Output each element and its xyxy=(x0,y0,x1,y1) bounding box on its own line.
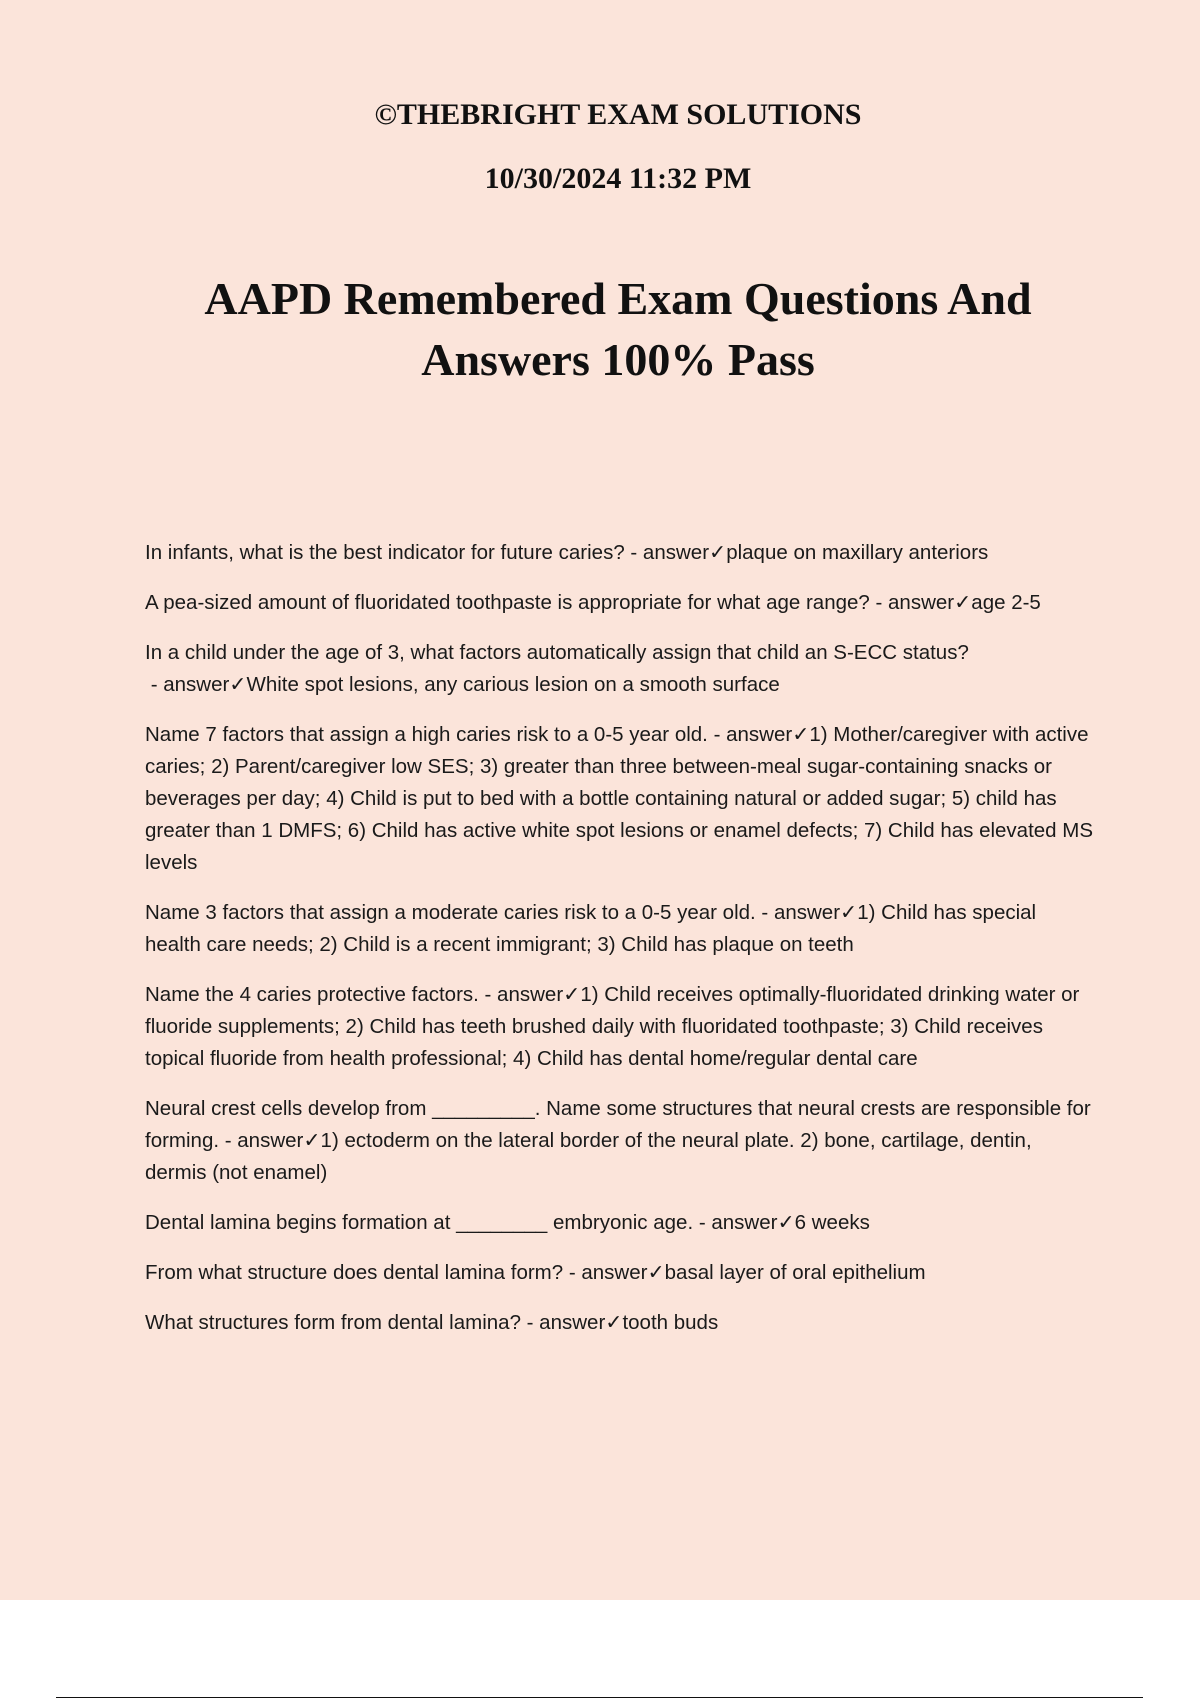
document-title: AAPD Remembered Exam Questions And Answers 100% Pass xyxy=(204,273,1032,385)
answer-text: tooth buds xyxy=(622,1311,719,1334)
qa-item xyxy=(145,1207,1095,1239)
qa-item xyxy=(145,979,1095,1075)
question-text: A pea-sized amount of fluoridated toothpaste is appropriate for what age range? xyxy=(145,591,870,614)
answer-text: 1) Mother/caregiver with active caries; 2) Parent/caregiver low SES; 3) greater than three between-meal sugar-containing snacks or beverages per day; 4) Child is put to bed with a bottle containing natural or added sugar; 5) child has greater than 1 DMFS; 6) Child has active white spot lesions or enamel defects; 7) Child has elevated MS levels xyxy=(145,723,1094,874)
question-text: Dental lamina begins formation at ________ embryonic age. xyxy=(145,1211,694,1234)
answer-marker: - answer✓ xyxy=(693,1211,795,1234)
qa-item xyxy=(145,637,1095,701)
qa-item xyxy=(145,1307,1095,1339)
footer-divider xyxy=(56,1697,1143,1698)
question-text: In a child under the age of 3, what factors automatically assign that child an S-ECC status? xyxy=(145,641,969,664)
answer-text: plaque on maxillary anteriors xyxy=(726,541,989,564)
document-timestamp: 10/30/2024 11:32 PM xyxy=(484,162,752,195)
answer-marker: - answer✓ xyxy=(869,591,972,614)
answer-marker: - answer✓ xyxy=(145,673,247,696)
question-text: What structures form from dental lamina? xyxy=(145,1311,521,1334)
question-text: Name 3 factors that assign a moderate caries risk to a 0-5 year old. xyxy=(145,901,756,924)
answer-marker: - answer✓ xyxy=(478,983,581,1006)
qa-list xyxy=(145,537,1095,1357)
answer-marker: - answer✓ xyxy=(520,1311,623,1334)
qa-item xyxy=(145,719,1095,879)
answer-text: 1) Child has special health care needs; 2) Child is a recent immigrant; 3) Child has plaque on teeth xyxy=(145,901,1037,956)
answer-marker: - answer✓ xyxy=(219,1129,321,1152)
document-header xyxy=(0,95,1200,199)
answer-marker: - answer✓ xyxy=(707,723,810,746)
brand-watermark: ©THEBRIGHT EXAM SOLUTIONS xyxy=(374,98,862,131)
question-text: Name 7 factors that assign a high caries risk to a 0-5 year old. xyxy=(145,723,708,746)
qa-item xyxy=(145,1093,1095,1189)
answer-text: White spot lesions, any carious lesion on a smooth surface xyxy=(246,673,780,696)
answer-text: basal layer of oral epithelium xyxy=(664,1261,926,1284)
question-text: Name the 4 caries protective factors. xyxy=(145,983,479,1006)
question-text: From what structure does dental lamina form? xyxy=(145,1261,564,1284)
answer-marker: - answer✓ xyxy=(563,1261,665,1284)
answer-text: 6 weeks xyxy=(794,1211,870,1234)
answer-text: age 2-5 xyxy=(971,591,1041,614)
answer-marker: - answer✓ xyxy=(624,541,727,564)
question-text: Neural crest cells develop from _________. Name some structures that neural crests are responsible for forming. xyxy=(145,1097,1091,1152)
answer-text: 1) ectoderm on the lateral border of the neural plate. 2) bone, cartilage, dentin, dermis (not enamel) xyxy=(145,1129,1032,1184)
qa-item xyxy=(145,897,1095,961)
question-text: In infants, what is the best indicator for future caries? xyxy=(145,541,625,564)
qa-item xyxy=(145,1257,1095,1289)
qa-item xyxy=(145,587,1095,619)
answer-text: 1) Child receives optimally-fluoridated drinking water or fluoride supplements; 2) Child has teeth brushed daily with fluoridated toothpaste; 3) Child receives topical fluoride from health professional; 4) Child has dental home/regular dental care xyxy=(145,983,1080,1070)
answer-marker: - answer✓ xyxy=(755,901,858,924)
qa-item xyxy=(145,537,1095,569)
